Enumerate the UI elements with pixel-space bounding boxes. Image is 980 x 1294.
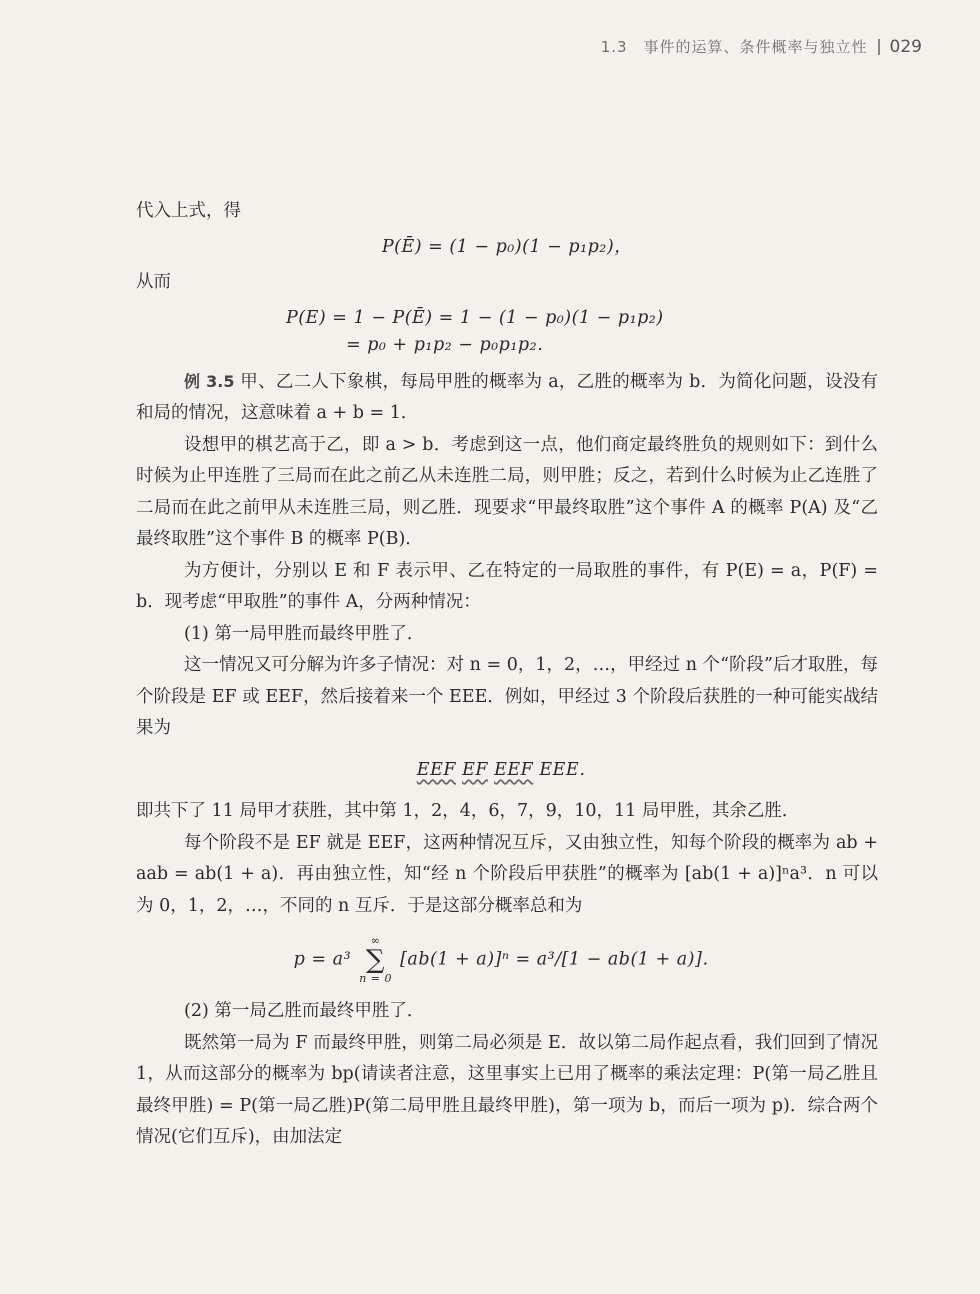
- paragraph: 从而: [136, 272, 171, 292]
- example-paragraph: [136, 366, 878, 430]
- sum-upper: ∞: [370, 934, 381, 947]
- running-header: [601, 36, 922, 57]
- section-title: 1.3 事件的运算、条件概率与独立性: [600, 38, 868, 56]
- paragraph: 为方便计，分别以 E 和 F 表示甲、乙在特定的一局取胜的事件，有 P(E) = a，P(F) = b．现考虑“甲取胜”的事件 A，分两种情况：: [136, 560, 878, 612]
- paragraph: 代入上式，得: [136, 201, 241, 221]
- sequence-stage: EEF: [494, 759, 534, 780]
- sum-left: p = a³: [293, 949, 352, 970]
- summation-symbol: [359, 934, 392, 986]
- example-text: 甲、乙二人下象棋，每局甲胜的概率为 a，乙胜的概率为 b．为简化问题，设没有和局的情况，这意味着 a + b = 1．: [136, 371, 878, 423]
- paragraph: 每个阶段不是 EF 就是 EEF，这两种情况互斥，又由独立性，知每个阶段的概率为 ab + aab = ab(1 + a)．再由独立性，知“经 n 个阶段后甲获胜”的概率为 [ab(1 + a)]ⁿa³．n 可以为 0，1，2，…，不同的 n 互斥．于是这部分概率总和为: [136, 832, 878, 916]
- equation-line-1: P(E) = 1 − P(Ē) = 1 − (1 − p₀)(1 − p₁p₂): [286, 307, 664, 328]
- sum-lower: n = 0: [359, 972, 392, 985]
- case-heading: (2) 第一局乙胜而最终甲胜了．: [184, 1001, 425, 1021]
- sigma-icon: ∑: [366, 945, 386, 975]
- page-number: 029: [889, 36, 922, 57]
- header-divider: [878, 39, 880, 55]
- page-body: [136, 196, 878, 1154]
- sequence-final: EEE: [539, 759, 580, 780]
- equation-line-2: = p₀ + p₁p₂ − p₀p₁p₂．: [346, 335, 556, 355]
- sum-right: [ab(1 + a)]ⁿ = a³/[1 − ab(1 + a)]．: [400, 949, 721, 970]
- sum-equation: [136, 934, 878, 986]
- case-heading: (1) 第一局甲胜而最终甲胜了．: [184, 623, 425, 644]
- sequence-stage: EEF: [416, 759, 456, 780]
- example-label: 例 3.5: [184, 371, 235, 391]
- equation-complement: P(Ē) = (1 − p₀)(1 − p₁p₂)，: [381, 236, 633, 257]
- paragraph: 既然第一局为 F 而最终甲胜，则第二局必须是 E．故以第二局作起点看，我们回到了情况 1，从而这部分的概率为 bp(请读者注意，这里事实上已用了概率的乘法定理：P(第一局乙胜且最终甲胜) = P(第一局乙胜)P(第二局甲胜且最终甲胜)，第一项为 b，而后一项为 p)．综合两个情况(它们互斥)，由加法定: [136, 1032, 878, 1147]
- paragraph: 设想甲的棋艺高于乙，即 a > b．考虑到这一点，他们商定最终胜负的规则如下：到什么时候为止甲连胜了三局而在此之前乙从未连胜二局，则甲胜；反之，若到什么时候为止乙连胜了二局而在此之前甲从未连胜三局，则乙胜．现要求“甲最终取胜”这个事件 A 的概率 P(A) 及“乙最终取胜”这个事件 B 的概率 P(B)．: [136, 434, 878, 549]
- paragraph: 这一情况又可分解为许多子情况：对 n = 0，1，2，…，甲经过 n 个“阶段”后才取胜，每个阶段是 EF 或 EEF，然后接着来一个 EEE．例如，甲经过 3 个阶段后获胜的一种可能实战结果为: [136, 655, 878, 738]
- sequence-stage: EF: [462, 759, 488, 780]
- game-sequence: [136, 755, 878, 787]
- paragraph: 即共下了 11 局甲才获胜，其中第 1，2，4，6，7，9，10，11 局甲胜，其余乙胜．: [136, 801, 800, 821]
- sequence-period: ．: [579, 759, 598, 780]
